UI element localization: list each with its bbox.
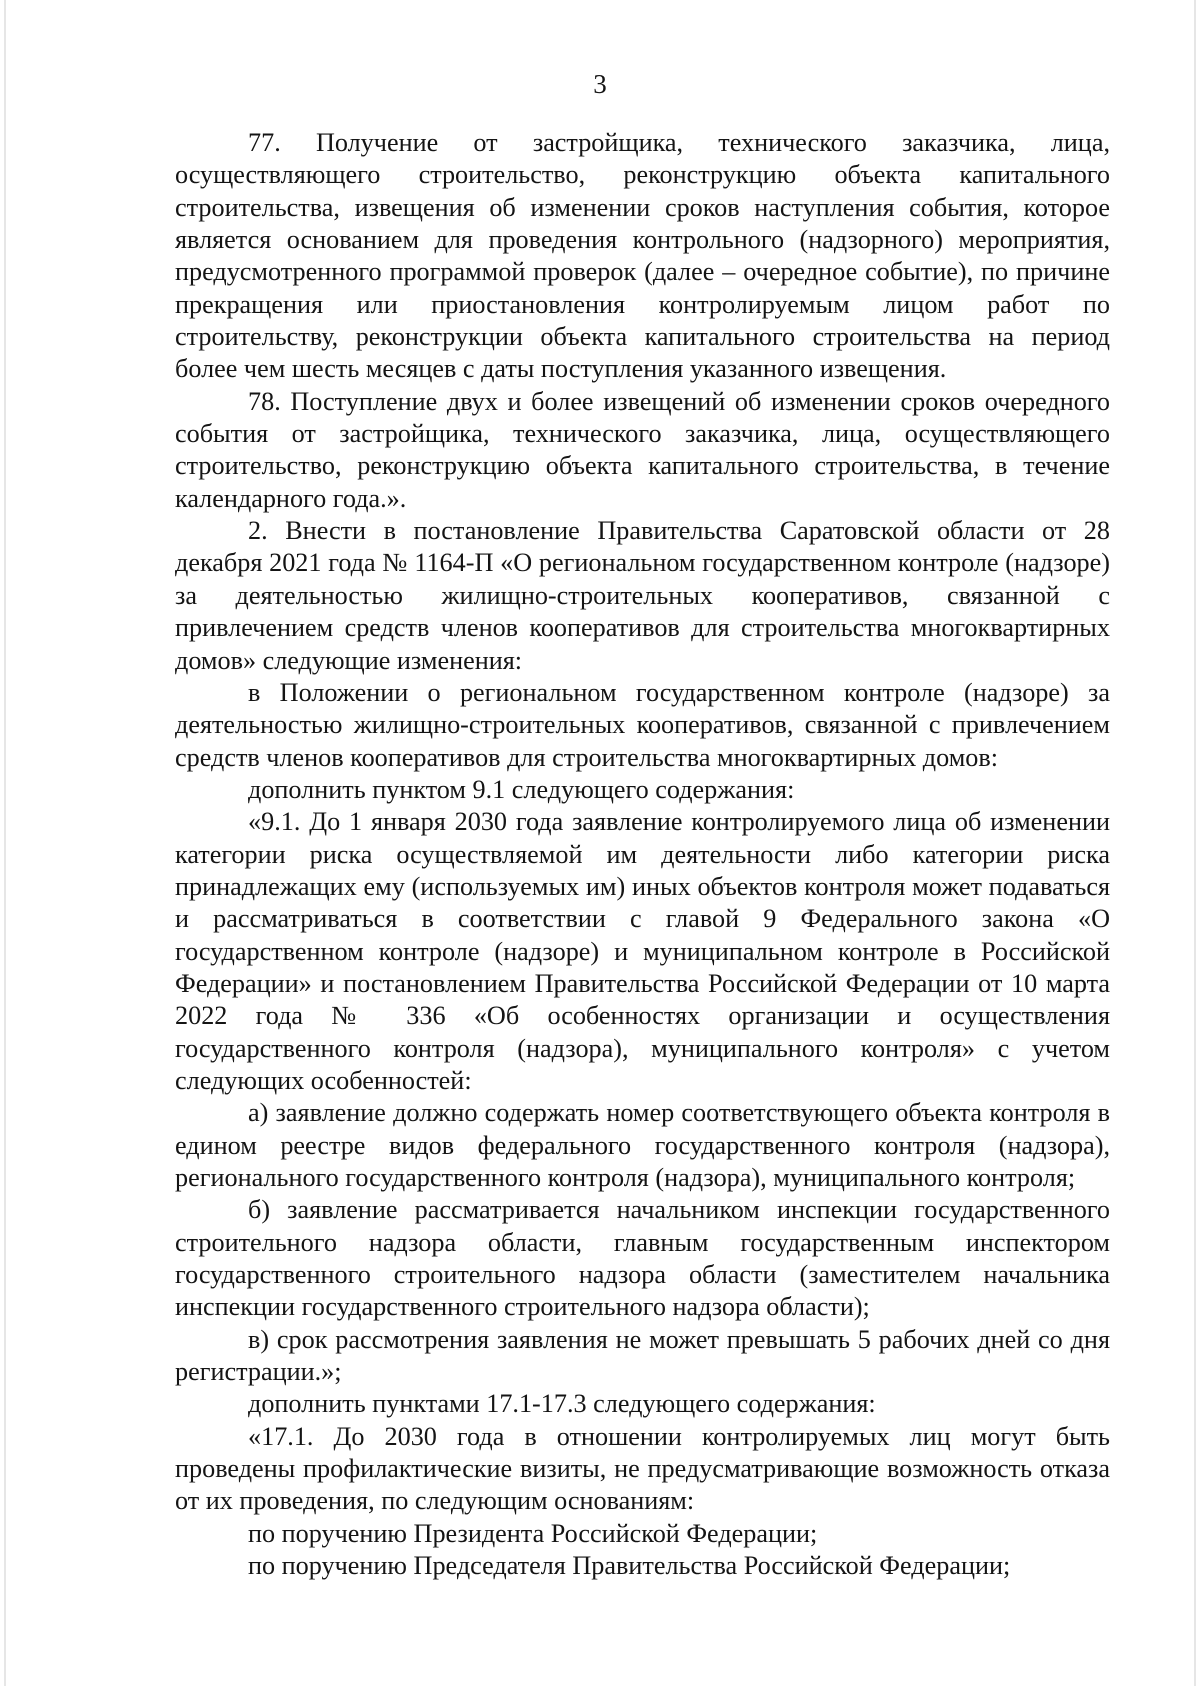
document-body [175,127,1110,1582]
scan-edge-right [1194,0,1196,1686]
paragraph-add-9-1: дополнить пунктом 9.1 следующего содержания: [248,774,795,804]
paragraph-78: 78. Поступление двух и более извещений об изменении сроков очередного события от застройщика, технического заказчика, лица, осуществляющего строительство, реконструкцию объекта капитального строительства, в течение календарного года.». [175,386,1110,513]
paragraph-9-1: «9.1. До 1 января 2030 года заявление контролируемого лица об изменении категории риска осуществляемой им деятельности либо категории риска принадлежащих ему (используемых им) иных объектов контроля может подаваться и рассматриваться в соответствии с главой 9 Федерального закона «О государственном контроле (надзоре) и муниципальном контроле в Российской Федерации» и постановлением Правительства Российской Федерации от 10 марта 2022 года № 336 «Об особенностях организации и осуществления государственного контроля (надзора), муниципального контроля» с учетом следующих особенностей: [175,807,1110,1095]
paragraph-add-17-1-17-3: дополнить пунктами 17.1-17.3 следующего содержания: [248,1389,876,1419]
paragraph-sub-b: б) заявление рассматривается начальником инспекции государственного строительного надзора области, главным государственным инспектором государственного строительного надзора области (заместителем начальника инспекции государственного строительного надзора области); [175,1195,1110,1322]
scan-edge-left [4,0,6,1686]
paragraph-77: 77. Получение от застройщика, технического заказчика, лица, осуществляющего строительство, реконструкцию объекта капитального строительства, извещения об изменении сроков наступления события, которое является основанием для проведения контрольного (надзорного) мероприятия, предусмотренного программой проверок (далее – очередное событие), по причине прекращения или приостановления контролируемым лицом работ по строительству, реконструкции объекта капитального строительства на период более чем шесть месяцев с даты поступления указанного извещения. [175,128,1110,384]
paragraph-17-1: «17.1. До 2030 года в отношении контролируемых лиц могут быть проведены профилактические визиты, не предусматривающие возможность отказа от их проведения, по следующим основаниям: [175,1421,1110,1516]
page-number: 3 [593,69,607,99]
paragraph-sub-a: а) заявление должно содержать номер соответствующего объекта контроля в едином реестре видов федерального государственного контроля (надзора), регионального государственного контроля (надзора), муниципального контроля; [175,1098,1110,1192]
paragraph-sub-v: в) срок рассмотрения заявления не может превышать 5 рабочих дней со дня регистрации.»; [175,1324,1110,1387]
paragraph-chairman-order: по поручению Председателя Правительства Российской Федерации; [248,1551,1011,1581]
paragraph-president-order: по поручению Президента Российской Федерации; [248,1518,818,1548]
paragraph-item-2: 2. Внести в постановление Правительства Саратовской области от 28 декабря 2021 года № 1164-П «О региональном государственном контроле (надзоре) за деятельностью жилищно-строительных кооперативов, связанной с привлечением средств членов кооперативов для строительства многоквартирных домов» следующие изменения: [175,516,1110,675]
paragraph-regulation-intro: в Положении о региональном государственном контроле (надзоре) за деятельностью жилищно-строительных кооперативов, связанной с привлечением средств членов кооперативов для строительства многоквартирных домов: [175,677,1110,772]
